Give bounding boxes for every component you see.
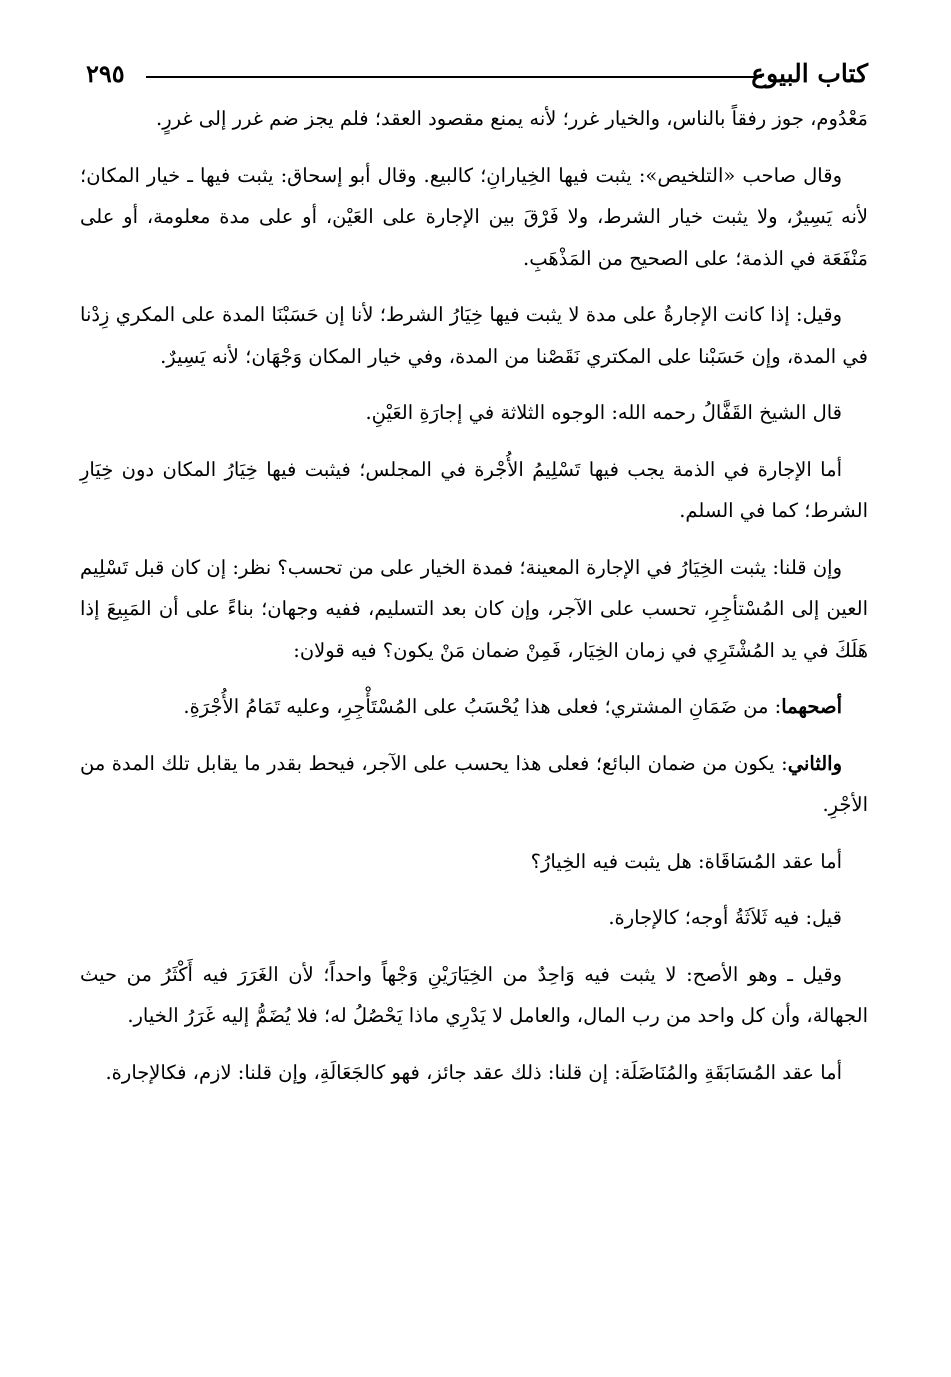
- paragraph: [80, 1052, 868, 1094]
- paragraph: [80, 743, 868, 826]
- paragraph-text: أما الإجارة في الذمة يجب فيها تَسْلِيمُ الأُجْرة في المجلس؛ فيثبت فيها خِيَارُ المكان دون خِيَارِ الشرط؛ كما في السلم.: [80, 457, 868, 522]
- paragraph: [80, 547, 868, 672]
- paragraph: [80, 392, 868, 434]
- header-rule: [146, 76, 762, 78]
- paragraph: [80, 954, 868, 1037]
- paragraph: [80, 98, 868, 140]
- paragraph-text: : من ضَمَانِ المشتري؛ فعلى هذا يُحْسَبُ على المُسْتَأْجِرِ، وعليه تَمَامُ الأُجْرَةِ.: [183, 695, 782, 718]
- book-title: كتاب البيوع: [751, 59, 868, 88]
- paragraph-text: وقيل ـ وهو الأصح: لا يثبت فيه وَاحِدٌ من الخِيَارَيْنِ وَجْهاً واحداً؛ لأن الغَرَرَ فيه أَكْثَرُ من حيث الجهالة، وأن كل واحد من رب المال، والعامل لا يَدْرِي ماذا يَحْصُلُ له؛ فلا يُضَمُّ إليه غَرَرُ الخيار.: [80, 962, 868, 1027]
- paragraph: [80, 841, 868, 883]
- running-header: [86, 56, 868, 96]
- paragraph-text: أما عقد المُسَابَقَةِ والمُنَاضَلَة: إن قلنا: ذلك عقد جائز، فهو كالجَعَالَةِ، وإن قلنا: لازم، فكالإجارة.: [105, 1060, 842, 1084]
- paragraph-lead: والثاني: [787, 751, 842, 775]
- paragraph-text: مَعْدُوم، جوز رفقاً بالناس، والخيار غرر؛ لأنه يمنع مقصود العقد؛ فلم يجز ضم غرر إلى غررٍ.: [156, 107, 868, 130]
- paragraph: [80, 897, 868, 939]
- paragraph: [80, 294, 868, 377]
- paragraph: [80, 686, 868, 728]
- paragraph-text: وقال صاحب «التلخيص»: يثبت فيها الخِيارانِ؛ كالبيع. وقال أبو إسحاق: يثبت فيها ـ خيار المكان؛ لأنه يَسِيرٌ، ولا يثبت خيار الشرط، ولا فَرْقَ بين الإجارة على العَيْن، أو على مدة معلومة، أو على مَنْفَعَة في الذمة؛ على الصحيح من المَذْهَبِ.: [80, 163, 868, 270]
- paragraph: [80, 155, 868, 280]
- paragraph-text: : يكون من ضمان البائع؛ فعلى هذا يحسب على الآجر، فيحط بقدر ما يقابل تلك المدة من الأجْرِ.: [80, 751, 868, 816]
- paragraph-text: وقيل: إذا كانت الإجارةُ على مدة لا يثبت فيها خِيَارُ الشرط؛ لأنا إن حَسَبْنَا المدة على المكري زِدْنا في المدة، وإن حَسَبْنا على المكتري نَقَصْنا من المدة، وفي خيار المكان وَجْهَان؛ لأنه يَسِيرٌ.: [80, 303, 868, 368]
- page-number: ٢٩٥: [86, 59, 125, 88]
- paragraph-lead: أصحهما: [781, 695, 842, 718]
- paragraph-text: قال الشيخ القَفَّالُ رحمه الله: الوجوه الثلاثة في إجارَةِ العَيْنِ.: [365, 401, 842, 424]
- paragraph-text: وإن قلنا: يثبت الخِيَارُ في الإجارة المعينة؛ فمدة الخيار على من تحسب؟ نظر: إن كان قبل تَسْلِيم العين إلى المُسْتأجِرِ، تحسب على الآجر، وإن كان بعد التسليم، ففيه وجهان؛ بناءً على أن المَبِيعَ إذا هَلَكَ في يد المُشْتَرِي في زمان الخِيَار، فَمِنْ ضمان مَنْ يكون؟ فيه قولان:: [80, 555, 868, 662]
- paragraph: [80, 449, 868, 532]
- paragraph-text: أما عقد المُسَاقَاة: هل يثبت فيه الخِيارُ؟: [530, 849, 842, 873]
- paragraph-text: قيل: فيه ثَلاَثَةُ أوجه؛ كالإجارة.: [608, 906, 842, 929]
- body-text: [80, 98, 868, 1360]
